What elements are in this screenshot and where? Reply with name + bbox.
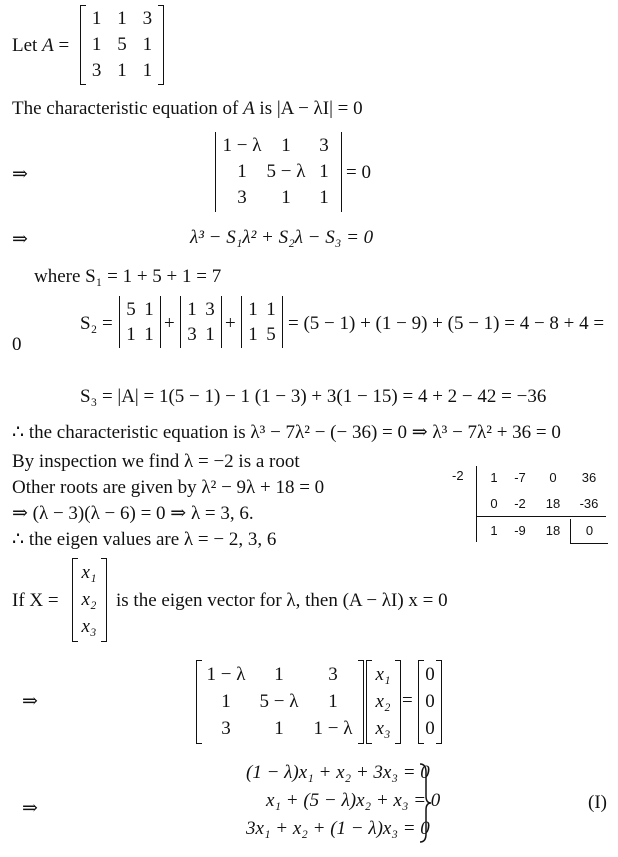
sys-matrix-right-bracket: [358, 660, 364, 744]
zero-vec-right-bracket: [436, 660, 442, 744]
let-text: Let: [12, 35, 43, 56]
equals-sign: =: [58, 35, 70, 56]
sys-x-right-bracket: [395, 660, 401, 744]
sys-matrix-cell: 3: [328, 663, 338, 685]
sys-x-cell: x₃: [375, 717, 391, 739]
matrix-a-cell: 1: [117, 8, 127, 29]
other-roots-line: Other roots are given by λ² − 9λ + 18 = 0: [12, 477, 325, 498]
implies-arrow: ⇒: [22, 798, 38, 819]
x-vec-cell: x₁: [81, 561, 97, 583]
sys-x-cell: x₁: [375, 663, 391, 685]
synth-cell: -2: [514, 496, 526, 511]
s2-det1-right: [160, 296, 161, 348]
sys-matrix-cell: 1 − λ: [313, 717, 353, 739]
synth-cell: 18: [545, 496, 561, 511]
char-eq-tail: is |A − λI| = 0: [254, 98, 363, 119]
synth-divider: [476, 466, 477, 542]
s2-det1-cell: 5: [126, 298, 136, 320]
det-cell: 5 − λ: [266, 161, 306, 182]
matrix-a-cell: 1: [142, 34, 153, 55]
matrix-a-cell: 1: [142, 60, 153, 81]
det-cell: 1: [281, 135, 291, 156]
synth-cell: -7: [514, 470, 526, 485]
det-left-bar: [215, 132, 216, 212]
char-eq-line: [12, 97, 363, 121]
implies-arrow: ⇒: [12, 164, 28, 185]
char-eq-text: The characteristic equation of: [12, 98, 244, 119]
equation-3: 3x₁ + x₂ + (1 − λ)x₃ = 0: [246, 818, 430, 839]
matrix-a-cell: 1: [91, 34, 102, 55]
s2-det1-cell: 1: [126, 323, 136, 345]
det-cell: 1: [319, 161, 329, 182]
x-vec-right-bracket: [101, 558, 107, 642]
det-matrix: [218, 133, 342, 211]
s2-det2-cell: 3: [187, 323, 197, 345]
synth-row2: [484, 493, 608, 515]
s2-det3-cell: 1: [248, 298, 258, 320]
zero-vec-cell: 0: [425, 663, 435, 685]
det-cell: 1 − λ: [222, 135, 262, 156]
s2-det3-right: [282, 296, 283, 348]
matrix-a-cell: 5: [117, 34, 127, 55]
equations-brace: [418, 762, 432, 844]
synth-cell: 0: [490, 496, 498, 511]
if-x-text: If X =: [12, 590, 59, 611]
s2-det2-cell: 1: [187, 298, 197, 320]
a-symbol: A: [42, 35, 54, 56]
s2-det2-left: [180, 296, 181, 348]
sys-matrix-cell: 1 − λ: [206, 663, 246, 685]
s2-det3-cell: 1: [266, 298, 276, 320]
sys-matrix-cell: 1: [221, 690, 231, 712]
matrix-a: [84, 6, 160, 84]
s2-label: S₂ =: [80, 313, 113, 334]
sys-matrix-cell: 3: [221, 717, 231, 739]
synth-row3: [484, 520, 608, 542]
synth-row1: [484, 467, 608, 489]
s2-det2-cell: 1: [205, 323, 215, 345]
x-vec-cell: x₂: [81, 588, 97, 610]
matrix-a-cell: 3: [142, 8, 153, 29]
synth-cell: 1: [490, 470, 498, 485]
s2-det3: [244, 297, 280, 347]
x-vec-cell: x₃: [81, 615, 97, 637]
zero-vec-cell: 0: [425, 690, 435, 712]
cubic-equation: λ³ − S₁λ² + S₂λ − S₃ = 0: [190, 227, 374, 248]
sys-matrix-cell: 1: [274, 663, 284, 685]
det-cell: 1: [281, 187, 291, 208]
sys-matrix: [200, 661, 360, 742]
equation-2: x₁ + (5 − λ)x₂ + x₃ = 0: [266, 790, 441, 811]
char-eq-a: A: [243, 98, 255, 119]
implies-arrow: ⇒: [12, 229, 28, 250]
det-cell: 1: [237, 161, 247, 182]
synth-cell: 18: [545, 523, 561, 538]
s1-line: where S₁ = 1 + 5 + 1 = 7: [34, 266, 222, 287]
plus-sign: +: [164, 313, 175, 334]
det-equals-zero: = 0: [346, 162, 371, 183]
let-label: [12, 34, 69, 58]
char-poly-line: ∴ the characteristic equation is λ³ − 7λ² − (− 36) = 0 ⇒ λ³ − 7λ² + 36 = 0: [12, 422, 561, 443]
synth-cell: 1: [490, 523, 498, 538]
sys-x-cell: x₂: [375, 690, 391, 712]
matrix-a-cell: 3: [91, 60, 102, 81]
matrix-a-right-bracket: [158, 5, 164, 85]
s2-det1-left: [119, 296, 120, 348]
s3-line: S₃ = |A| = 1(5 − 1) − 1 (1 − 3) + 3(1 − 15) = 4 + 2 − 42 = −36: [80, 386, 547, 407]
zero-vec-cell: 0: [425, 717, 435, 739]
s2-det2: [183, 297, 219, 347]
s2-det1-cell: 1: [144, 298, 154, 320]
equals-sign: =: [402, 690, 413, 711]
sys-x-vector: [370, 661, 396, 742]
sys-matrix-cell: 1: [328, 690, 338, 712]
s2-det3-left: [241, 296, 242, 348]
matrix-a-cell: 1: [91, 8, 102, 29]
eigen-values-line: ∴ the eigen values are λ = − 2, 3, 6: [12, 529, 277, 550]
synth-rule: [476, 516, 606, 517]
det-cell: 3: [237, 187, 247, 208]
det-right-bar: [341, 132, 342, 212]
synth-cell: -9: [514, 523, 526, 538]
synth-cell: -36: [579, 496, 599, 511]
sys-matrix-cell: 5 − λ: [259, 690, 299, 712]
synth-remainder: 0: [570, 519, 608, 544]
equation-1: (1 − λ)x₁ + x₂ + 3x₃ = 0: [246, 762, 430, 783]
det-cell: 3: [319, 135, 329, 156]
eigvec-text: is the eigen vector for λ, then (A − λI) x = 0: [116, 590, 448, 611]
plus-sign: +: [225, 313, 236, 334]
synth-divisor: -2: [452, 468, 464, 483]
if-x-label: [12, 589, 59, 613]
matrix-a-cell: 1: [117, 60, 127, 81]
det-cell: 1: [319, 187, 329, 208]
s2-det3-cell: 1: [248, 323, 258, 345]
factor-line: ⇒ (λ − 3)(λ − 6) = 0 ⇒ λ = 3, 6.: [12, 503, 254, 524]
s2-det3-cell: 5: [266, 323, 276, 345]
sys-matrix-cell: 1: [274, 717, 284, 739]
inspection-line: By inspection we find λ = −2 is a root: [12, 451, 300, 472]
x-vector: [76, 559, 102, 640]
s2-det2-right: [221, 296, 222, 348]
s2-rhs: = (5 − 1) + (1 − 9) + (5 − 1) = 4 − 8 + 4 =: [288, 313, 605, 334]
s2-det1: [122, 297, 158, 347]
synth-cell: 0: [549, 470, 557, 485]
equation-tag: (I): [588, 792, 607, 813]
implies-arrow: ⇒: [22, 691, 38, 712]
s2-det2-cell: 3: [205, 298, 215, 320]
s2-det1-cell: 1: [144, 323, 154, 345]
s2-wrap-zero: 0: [12, 334, 22, 355]
synth-cell: 36: [581, 470, 597, 485]
